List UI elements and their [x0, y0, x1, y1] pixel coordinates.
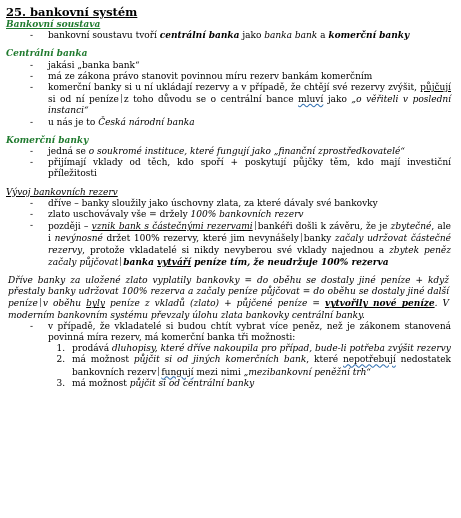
history-paragraph: Dříve banky za uložené zlato vyplatily bankovky = do oběhu se dostaly jiné peníze + když přestaly banky udržovat 100% rezerva a začaly peníze půjčovat = do oběhu se dostaly jiné další peníze v oběhu byly peníze z vkladů (zlato) + půjčené peníze = vytvořily nové peníze. V moderním bankovním systému převzaly úlohu zlata bankovky centrální banky.: [8, 276, 449, 321]
komercni-list: [6, 147, 451, 181]
arrow-marker: [158, 367, 159, 376]
list-item: - má ze zákona právo stanovit povinnou míru rezerv bankám komerčním: [30, 72, 451, 83]
list-item: - přijímají vklady od těch, kdo spoří + poskytují půjčky těm, kdo mají investiční příležitosti: [30, 158, 451, 180]
list-item: - komerční banky si u ní ukládají rezervy a v případě, že chtějí své rezervy zvýšit, půjčují si od ní peníze z toho důvodu se o centrální bance mluví jako „o věřiteli v poslední instanci“: [30, 83, 451, 118]
document-title: 25. bankovní systém: [6, 5, 138, 19]
list-item: - zlato uschovávaly vše = držely 100% bankovních rezerv: [30, 210, 451, 221]
list-item: - jedná se o soukromé instituce, které fungují jako „finanční zprostředkovatelé“: [30, 147, 451, 158]
option-item: 2. má možnost půjčit si od jiných komerčních bank, které nepotřebují nedostatek bankovních rezerv fungují mezi nimi „mezibankovní peněžní trh“: [68, 355, 451, 378]
heading-bankovni-soustava: Bankovní soustava: [6, 20, 101, 30]
reserve-list: [6, 322, 451, 390]
soustava-list: [6, 31, 451, 42]
arrow-marker: [255, 221, 256, 230]
heading-centralni-banka: Centrální banka: [6, 49, 88, 60]
arrow-marker: [301, 233, 302, 242]
list-item: - jakási „banka bank“: [30, 61, 451, 72]
vyvoj-list: [6, 199, 451, 269]
list-item: - u nás je to Česká národní banka: [30, 118, 451, 129]
list-item: - dříve – banky sloužily jako úschovny zlata, za které dávaly své bankovky: [30, 199, 451, 210]
arrow-marker: [40, 298, 41, 307]
list-item: - později – vznik bank s částečnými rezervami bankéři došli k závěru, že je zbytečné, ale i nevýnosné držet 100% rezervy, které jim nevynášely banky začaly udržovat částečné rezervy, protože vkladatelé si nikdy nevyberou své vklady najednou a zbytek peněz začaly půjčovat banka vytváří peníze tím, že neudržuje 100% rezerva: [30, 221, 451, 269]
heading-komercni-banky: Komerční banky: [6, 135, 89, 146]
list-item: - bankovní soustavu tvoří centrální banka jako banka bank a komerční banky: [30, 31, 451, 42]
option-item: 3. má možnost půjčit si od centrální banky: [68, 379, 451, 390]
list-item: - v případě, že vkladatelé si budou chtít vybrat více peněz, než je zákonem stanovená povinná míra rezerv, má komerční banka tři možnosti: 1. prodává dluhopisy, které dříve nakoupila pro případ, bude-li potřeba zvýšit rezervy 2. má možnost půjčit si od jiných komerčních bank, které nepotřebují nedostatek bankovních rezerv fungují mezi nimi „mezibankovní peněžní trh“ 3. má možnost půjčit si od centrální banky: [30, 322, 451, 390]
options-list: [48, 344, 451, 390]
arrow-marker: [121, 94, 122, 103]
option-item: 1. prodává dluhopisy, které dříve nakoupila pro případ, bude-li potřeba zvýšit rezervy: [68, 344, 451, 355]
arrow-marker: [120, 257, 121, 266]
heading-vyvoj-rezerv: Vývoj bankovních rezerv: [6, 187, 118, 198]
centralni-list: [6, 61, 451, 129]
